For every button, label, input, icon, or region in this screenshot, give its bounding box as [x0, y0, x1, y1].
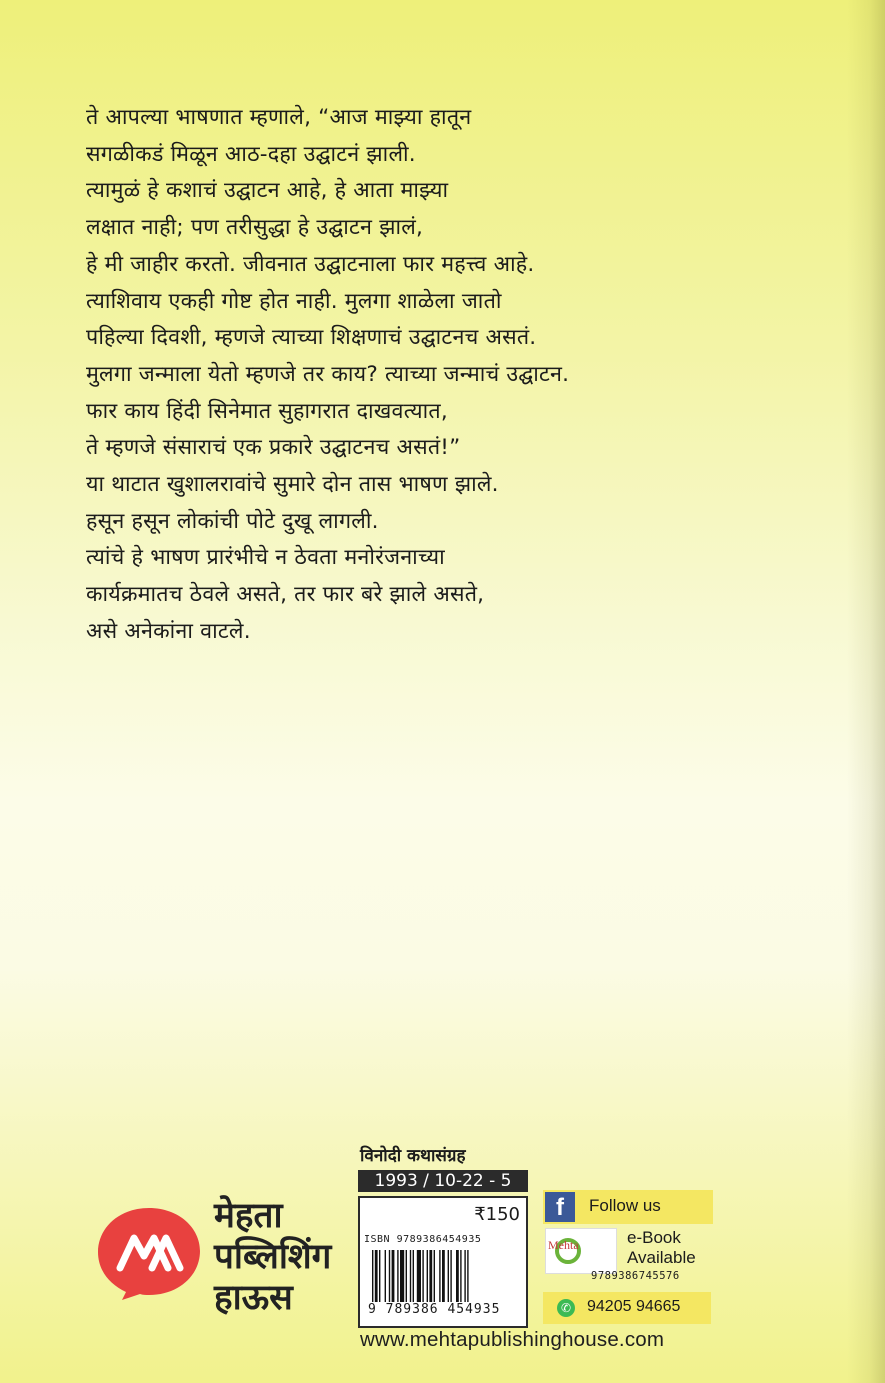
publisher-name-line: हाऊस [214, 1278, 293, 1318]
phone-number: 94205 94665 [587, 1298, 681, 1315]
excerpt-line: सगळीकडं मिळून आठ-दहा उद्घाटनं झाली. [86, 141, 416, 167]
spine-shadow [847, 0, 885, 1383]
publisher-name [214, 1196, 331, 1319]
excerpt-line: ते आपल्या भाषणात म्हणाले, “आज माझ्या हातून [86, 105, 472, 130]
excerpt-line: त्यांचे हे भाषण प्रारंभीचे न ठेवता मनोरंजनाच्या [86, 545, 445, 571]
barcode-bar [397, 1250, 398, 1302]
website-link[interactable]: www.mehtapublishinghouse.com [360, 1328, 665, 1351]
mehta-ebooks-icon [545, 1228, 617, 1274]
barcode-bar [400, 1250, 404, 1302]
barcode-bar [410, 1250, 411, 1302]
book-info [358, 1144, 528, 1328]
ebook-availability [543, 1228, 713, 1276]
excerpt-line: या थाटात खुशालरावांचे सुमारे दोन तास भाषण झाले. [86, 472, 499, 498]
ebook-line: e-Book [627, 1228, 681, 1247]
excerpt-line: कार्यक्रमातच ठेवले असते, तर फार बरे झाले असते, [86, 582, 485, 608]
price-barcode-box [358, 1196, 528, 1328]
barcode-digits: 9 789386 454935 [368, 1302, 501, 1317]
barcode-bar [429, 1250, 432, 1302]
barcode-bar [427, 1250, 428, 1302]
excerpt-line: हसून हसून लोकांची पोटे दुखू लागली. [86, 508, 379, 534]
mehta-logo-icon [94, 1204, 204, 1300]
book-excerpt [86, 100, 806, 651]
publisher-name-line: पब्लिशिंग [214, 1237, 332, 1277]
publisher-name-line: मेहता [214, 1196, 283, 1236]
barcode-icon [370, 1250, 520, 1302]
barcode-bar [422, 1250, 423, 1302]
ebook-line: Available [627, 1248, 696, 1267]
book-code: 1993 / 10-22 - 5 [358, 1170, 528, 1192]
barcode-bar [460, 1250, 461, 1302]
excerpt-line: त्याशिवाय एकही गोष्ट होत नाही. मुलगा शाळेला जातो [86, 288, 502, 314]
barcode-bar [434, 1250, 435, 1302]
barcode-bar [450, 1250, 451, 1302]
excerpt-line: मुलगा जन्माला येतो म्हणजे तर काय? त्याच्या जन्माचं उद्घाटन. [86, 361, 570, 387]
barcode-bar [467, 1250, 468, 1302]
barcode-bar [439, 1250, 440, 1302]
barcode-bar [448, 1250, 449, 1302]
excerpt-line: त्यामुळं हे कशाचं उद्घाटन आहे, हे आता माझ्या [86, 178, 449, 204]
excerpt-line: असे अनेकांना वाटले. [86, 618, 251, 644]
barcode-bar [375, 1250, 378, 1302]
excerpt-line: पहिल्या दिवशी, म्हणजे त्याच्या शिक्षणाचं उद्घाटनच असतं. [86, 325, 537, 351]
barcode-bar [372, 1250, 373, 1302]
barcode-bar [417, 1250, 421, 1302]
facebook-follow[interactable] [543, 1190, 713, 1224]
barcode-bar [379, 1250, 380, 1302]
barcode-bar [406, 1250, 407, 1302]
ebook-logo-text: Mehta [548, 1238, 579, 1252]
ebook-label [627, 1228, 696, 1268]
isbn-text: ISBN 9789386454935 [364, 1234, 482, 1245]
facebook-icon: f [545, 1192, 575, 1222]
follow-label: Follow us [589, 1196, 661, 1215]
barcode-bar [392, 1250, 395, 1302]
barcode-bar [385, 1250, 386, 1302]
whatsapp-icon: ✆ [557, 1299, 575, 1317]
excerpt-line: फार काय हिंदी सिनेमात सुहागरात दाखवत्यात, [86, 398, 448, 424]
barcode-bar [389, 1250, 390, 1302]
barcode-bar [413, 1250, 414, 1302]
barcode-bar [456, 1250, 459, 1302]
excerpt-line: ते म्हणजे संसाराचं एक प्रकारे उद्घाटनच असतं!” [86, 435, 461, 461]
barcode-bar [442, 1250, 445, 1302]
barcode-bar [464, 1250, 465, 1302]
excerpt-line: हे मी जाहीर करतो. जीवनात उद्घाटनाला फार महत्त्व आहे. [86, 251, 535, 277]
excerpt-line: लक्षात नाही; पण तरीसुद्धा हे उद्घाटन झालं, [86, 215, 424, 241]
ebook-isbn: 9789386745576 [591, 1270, 680, 1282]
price: ₹150 [474, 1204, 520, 1225]
genre-label: विनोदी कथासंग्रह [360, 1146, 466, 1166]
whatsapp-contact[interactable] [543, 1292, 711, 1324]
social-panel [543, 1190, 713, 1276]
